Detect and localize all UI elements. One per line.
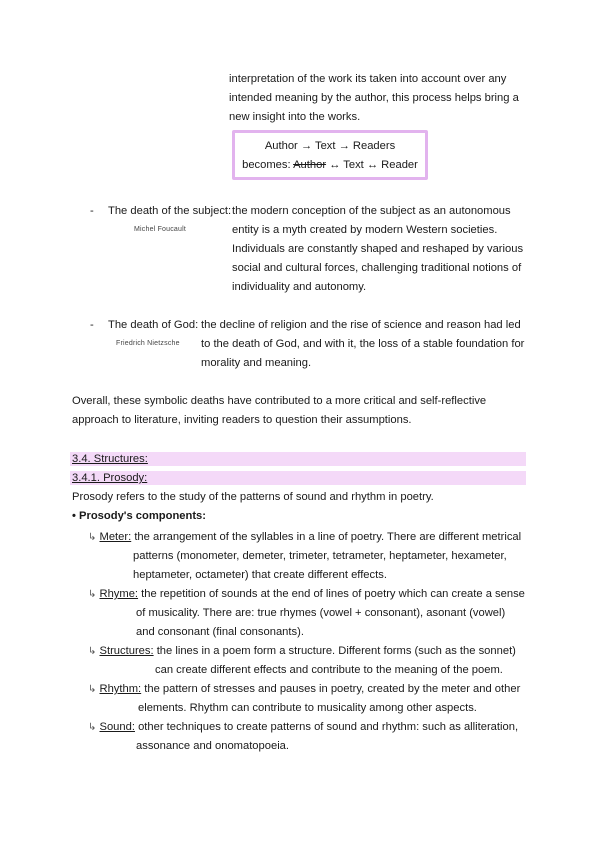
death-subject-line-3: Individuals are constantly shaped and reshaped by various	[232, 243, 524, 255]
death-god-line-2: to the death of God, and with it, the loss of a stable foundation for	[201, 338, 525, 350]
arrow-icon: ↳	[88, 684, 97, 695]
structures-item: ↳ Structures: the lines in a poem form a structure. Different forms (such as the sonnet)	[88, 645, 516, 657]
meter-term: Meter:	[99, 531, 132, 543]
death-subject-label: The death of the subject:	[108, 205, 232, 217]
death-subject-line-1: the modern conception of the subject as an autonomous	[232, 205, 511, 217]
arrow-icon: ↳	[88, 646, 97, 657]
rhythm-term: Rhythm:	[99, 683, 142, 695]
formula-prefix: becomes:	[242, 159, 294, 171]
components-heading: • Prosody's components:	[72, 510, 207, 522]
structures-term: Structures:	[99, 645, 154, 657]
structures-line-2: can create different effects and contribute to the meaning of the poem.	[155, 664, 503, 676]
rhythm-line-2: elements. Rhythm can contribute to musicality among other aspects.	[138, 702, 477, 714]
overall-line-2: approach to literature, inviting readers to question their assumptions.	[72, 414, 412, 426]
death-subject-author: Michel Foucault	[134, 226, 187, 233]
arrow-icon: ↳	[88, 589, 97, 600]
rhythm-item: ↳ Rhythm: the pattern of stresses and pauses in poetry, created by the meter and other	[88, 683, 521, 695]
death-god-bullet: -	[90, 319, 94, 331]
formula-line-1: Author → Text → Readers	[264, 140, 396, 152]
sound-item: ↳ Sound: other techniques to create patterns of sound and rhythm: such as alliteration,	[88, 721, 519, 733]
meter-line-3: heptameter, octameter) that create different effects.	[133, 569, 387, 581]
formula-line-2	[235, 159, 425, 171]
formula-suffix: ↔ Text ↔ Reader	[326, 159, 418, 171]
intro-line-2: intended meaning by the author, this process helps bring a	[229, 92, 519, 104]
subsection-heading: 3.4.1. Prosody:	[72, 472, 148, 484]
meter-line-2: patterns (monometer, demeter, trimeter, tetrameter, heptameter, hexameter,	[133, 550, 507, 562]
death-god-label: The death of God:	[108, 319, 199, 331]
intro-line-1: interpretation of the work its taken into account over any	[229, 73, 507, 85]
formula-box	[232, 130, 428, 180]
rhyme-line-3: and consonant (final consonants).	[136, 626, 304, 638]
meter-item: ↳ Meter: the arrangement of the syllables in a line of poetry. There are different metrical	[88, 531, 522, 543]
rhyme-line-2: of musicality. There are: true rhymes (vowel + consonant), asonant (vowel)	[136, 607, 506, 619]
death-subject-line-2: entity is a myth created by modern Western societies.	[232, 224, 498, 236]
death-subject-line-5: individuality and autonomy.	[232, 281, 367, 293]
intro-line-3: new insight into the works.	[229, 111, 361, 123]
arrow-icon: ↳	[88, 532, 97, 543]
prosody-definition: Prosody refers to the study of the patterns of sound and rhythm in poetry.	[72, 491, 434, 503]
death-subject-line-4: social and cultural forces, challenging traditional notions of	[232, 262, 522, 274]
rhyme-term: Rhyme:	[99, 588, 139, 600]
formula-struck-author: Author	[293, 159, 327, 171]
sound-line-2: assonance and onomatopoeia.	[136, 740, 290, 752]
sound-term: Sound:	[99, 721, 135, 733]
arrow-icon: ↳	[88, 722, 97, 733]
death-god-author: Friedrich Nietzsche	[116, 340, 180, 347]
death-subject-bullet: -	[90, 205, 94, 217]
death-god-line-1: the decline of religion and the rise of science and reason had led	[201, 319, 521, 331]
section-heading: 3.4. Structures:	[72, 453, 148, 465]
overall-line-1: Overall, these symbolic deaths have contributed to a more critical and self-reflective	[72, 395, 487, 407]
rhyme-item: ↳ Rhyme: the repetition of sounds at the end of lines of poetry which can create a sense	[88, 588, 525, 600]
death-god-line-3: morality and meaning.	[201, 357, 312, 369]
